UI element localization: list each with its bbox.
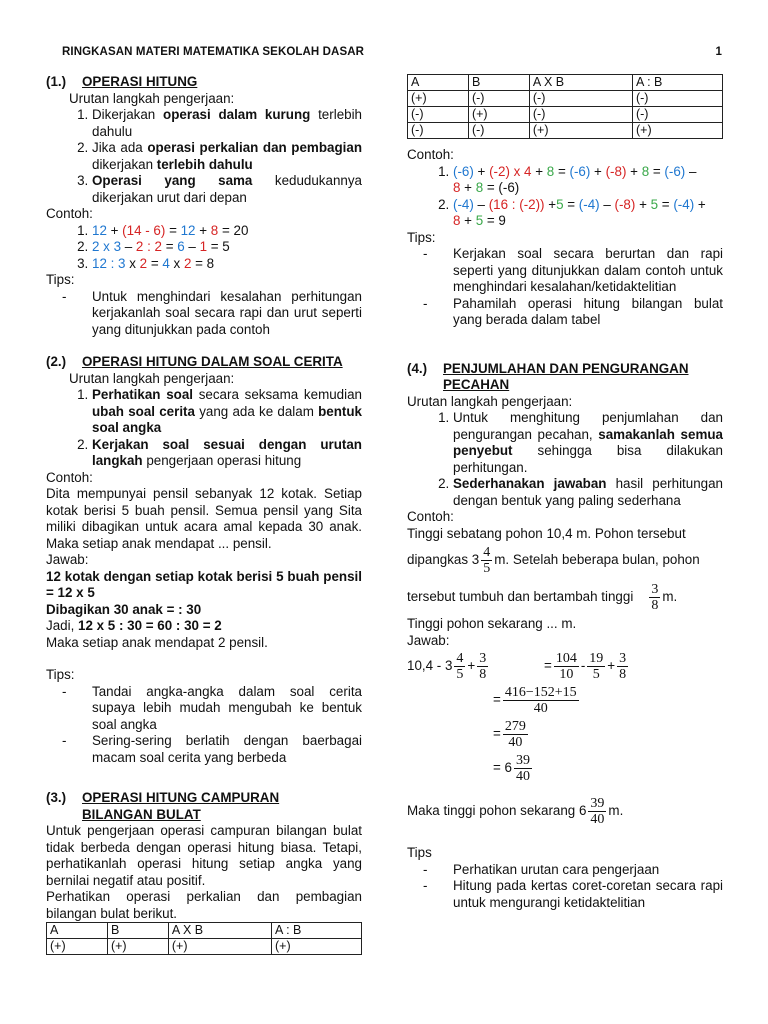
- s3-contoh-label: Contoh:: [407, 147, 454, 162]
- s4-problem-line-4: Tinggi pohon sekarang ... m.: [407, 616, 577, 631]
- list-item: 3. Operasi yang sama kedudukannya dikerjakan urut dari depan: [92, 173, 362, 206]
- tip-item: - Perhatikan urutan cara pengerjaan: [407, 862, 723, 879]
- s1-examples: [46, 223, 362, 273]
- s2-answer-line-4: Maka setiap anak mendapat 2 pensil.: [46, 634, 268, 650]
- right-column: [407, 74, 723, 911]
- s4-steps: [407, 410, 723, 509]
- s3-paragraph-2: Perhatikan operasi perkalian dan pembagian bilangan bulat berikut.: [46, 889, 362, 921]
- sign-table-part-1: [46, 922, 362, 955]
- example-1: 1. 12 + (14 - 6) = 12 + 8 = 20: [92, 223, 362, 240]
- table-row: (+) (+) (+) (+): [47, 939, 362, 955]
- example-2: 2. (-4) – (16 : (-2)) +5 = (-4) – (-8) + 5 = (-4) + 8 + 5 = 9: [453, 197, 723, 230]
- left-column: [46, 74, 362, 955]
- section-1-heading: (1.) OPERASI HITUNG: [46, 74, 198, 89]
- equation-row-4: = 6 $\frac{39}{40}$: [493, 752, 530, 784]
- s3-tips-label: Tips:: [407, 229, 436, 245]
- s4-contoh-label: Contoh:: [407, 509, 454, 524]
- s2-answer-line-1: 12 kotak dengan setiap kotak berisi 5 buah pensil = 12 x 5: [46, 568, 362, 600]
- fraction: $\frac{3}{8}$: [651, 581, 659, 613]
- s2-answer-line-2: Dibagikan 30 anak = : 30: [46, 601, 202, 617]
- table-row: (+) (-) (-) (-): [408, 91, 723, 107]
- s3-examples: [407, 164, 723, 230]
- page-number: 1: [715, 46, 722, 58]
- example-2: 2. 2 x 3 – 2 : 2 = 6 – 1 = 5: [92, 239, 362, 256]
- equation-row-2: = $\frac{416-152+15}{40}$: [493, 684, 577, 716]
- list-item: 2. Kerjakan soal sesuai dengan urutan langkah pengerjaan operasi hitung: [92, 437, 362, 470]
- tip-item: - Hitung pada kertas coret-coretan secara rapi untuk mengurangi ketidaktelitian: [407, 878, 723, 911]
- s4-tips: [407, 862, 723, 912]
- s1-tips: [46, 289, 362, 339]
- list-item: 1. Untuk menghitung penjumlahan dan pengurangan pecahan, samakanlah semua penyebut sehingga bisa dilakukan perhitungan.: [453, 410, 723, 476]
- section-3-heading-line-2: BILANGAN BULAT: [82, 806, 201, 822]
- s4-tips-label: Tips: [407, 845, 432, 860]
- example-3: 3. 12 : 3 x 2 = 4 x 2 = 8: [92, 256, 362, 273]
- tip-item: - Sering-sering berlatih dengan baerbagai macam soal cerita yang berbeda: [46, 733, 362, 766]
- s4-jawab-label: Jawab:: [407, 632, 450, 648]
- s3-paragraph-1: Untuk pengerjaan operasi campuran bilangan bulat tidak berbeda dengan operasi hitung biasa. Tetapi, perhatikanlah operasi hitung setiap angka yang bernilai negatif atau positif.: [46, 823, 362, 888]
- s4-conclusion: Maka tinggi pohon sekarang 6 $\frac{39}{40}$ m.: [407, 795, 624, 827]
- s2-steps: [46, 387, 362, 470]
- section-3-heading: (3.) OPERASI HITUNG CAMPURAN: [46, 790, 280, 805]
- list-item: 1. Perhatikan soal secara seksama kemudian ubah soal cerita yang ada ke dalam bentuk soal angka: [92, 387, 362, 437]
- section-4-heading: (4.) PENJUMLAHAN DAN PENGURANGAN: [407, 360, 689, 376]
- equation-row-3: = $\frac{279}{40}$: [493, 718, 526, 750]
- s1-steps: [46, 107, 362, 206]
- s3-tips: [407, 246, 723, 329]
- list-item: 2. Jika ada operasi perkalian dan pembagian dikerjakan terlebih dahulu: [92, 140, 362, 173]
- s2-contoh-label: Contoh:: [46, 469, 93, 485]
- table-row: (-) (+) (-) (-): [408, 107, 723, 123]
- page-header: [62, 44, 722, 61]
- s2-intro: Urutan langkah pengerjaan:: [69, 370, 235, 386]
- s4-intro: Urutan langkah pengerjaan:: [407, 393, 573, 409]
- tip-item: - Kerjakan soal secara berurtan dan rapi seperti yang ditunjukkan dalam contoh untuk menghindari kesalahan/ketidaktelitian: [407, 246, 723, 296]
- table-header-row: A B A X B A : B: [47, 923, 362, 939]
- s1-tips-label: Tips:: [46, 272, 75, 287]
- s2-tips: [46, 684, 362, 767]
- tip-item: - Tandai angka-angka dalam soal cerita supaya lebih mudah mengubah ke bentuk soal angka: [46, 684, 362, 734]
- list-item: 1. Dikerjakan operasi dalam kurung terlebih dahulu: [92, 107, 362, 140]
- equation-row-1: 10,4 - 3 $\frac{4}{5}$ + $\frac{3}{8}$ = $\frac{104}{10}$ - $\frac{19}{5}$ + $\frac{3}{8}$: [407, 650, 627, 682]
- tip-item: - Pahamilah operasi hitung bilangan bulat yang berada dalam tabel: [407, 296, 723, 329]
- example-1: 1. (-6) + (-2) x 4 + 8 = (-6) + (-8) + 8 = (-6) – 8 + 8 = (-6): [453, 164, 723, 197]
- s2-answer-line-3: Jadi, 12 x 5 : 30 = 60 : 30 = 2: [46, 618, 222, 633]
- s1-contoh-label: Contoh:: [46, 206, 93, 221]
- header-title: RINGKASAN MATERI MATEMATIKA SEKOLAH DASAR: [62, 46, 365, 58]
- s1-intro: Urutan langkah pengerjaan:: [69, 90, 235, 106]
- s2-problem: Dita mempunyai pensil sebanyak 12 kotak. Setiap kotak berisi 5 buah pensil. Semua pensil yang Sita miliki dibagikan untuk acara amal kepada 30 anak. Maka setiap anak mendapat ... pensil.: [46, 486, 362, 551]
- s2-tips-label: Tips:: [46, 667, 75, 682]
- section-2-heading: (2.) OPERASI HITUNG DALAM SOAL CERITA: [46, 354, 343, 369]
- tip-item: - Untuk menghindari kesalahan perhitungan kerjakanlah soal secara rapi dan urut seperti yang ditunjukkan pada contoh: [46, 289, 362, 339]
- table-row: (-) (-) (+) (+): [408, 123, 723, 139]
- s4-problem-line-1: Tinggi sebatang pohon 10,4 m. Pohon tersebut: [407, 525, 686, 541]
- sign-table-part-2: [407, 74, 723, 139]
- s4-problem-line-2: dipangkas 3 $\frac{4}{5}$ m. Setelah beberapa bulan, pohon: [407, 544, 700, 576]
- section-4-heading-line-2: PECAHAN: [443, 377, 510, 392]
- table-header-row: A B A X B A : B: [408, 75, 723, 91]
- s2-jawab-label: Jawab:: [46, 552, 89, 567]
- list-item: 2. Sederhanakan jawaban hasil perhitungan dengan bentuk yang paling sederhana: [453, 476, 723, 509]
- s4-problem-line-3: tersebut tumbuh dan bertambah tinggi $\frac{3}{8}$ m.: [407, 581, 678, 613]
- fraction: $\frac{4}{5}$: [483, 544, 491, 576]
